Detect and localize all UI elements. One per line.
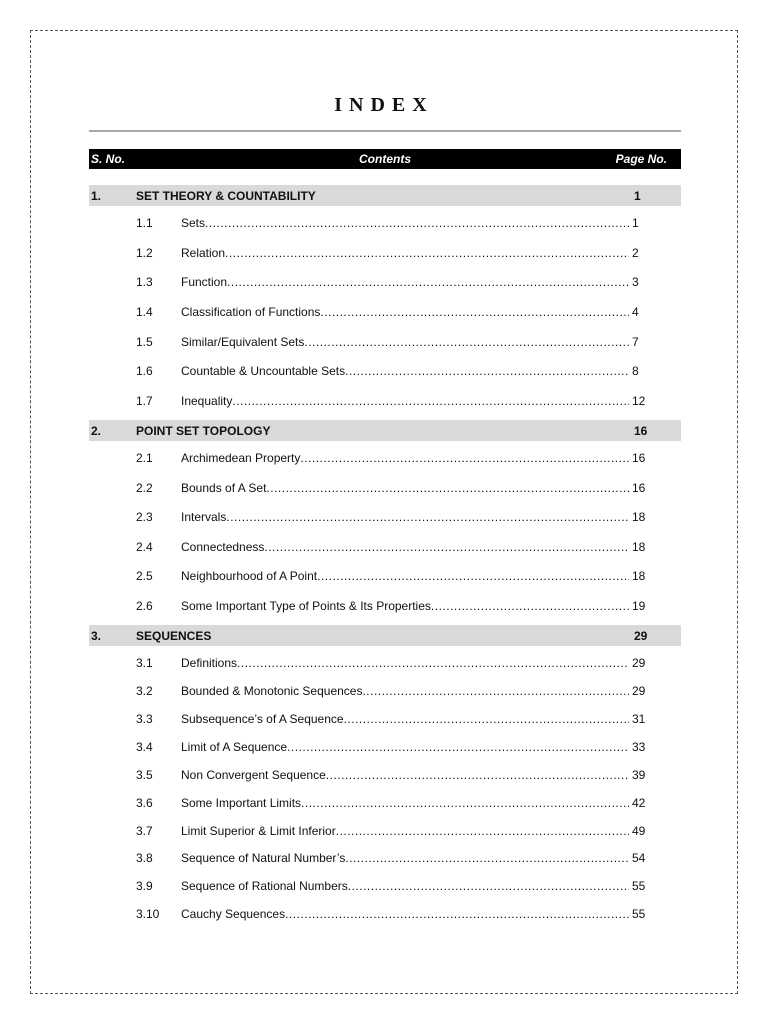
item-title: Relation ..... bbox=[181, 246, 629, 260]
item-page: 18 bbox=[632, 510, 646, 524]
item-page: 18 bbox=[632, 569, 646, 583]
section-title: SEQUENCES bbox=[136, 629, 212, 643]
item-page: 55 bbox=[632, 879, 646, 893]
item-page: 1 bbox=[632, 216, 639, 230]
item-number: 3.8 bbox=[136, 851, 153, 865]
section-title: SET THEORY & COUNTABILITY bbox=[136, 189, 316, 203]
item-page: 3 bbox=[632, 275, 639, 289]
item-title: Sequence of Rational Numbers ..... bbox=[181, 879, 629, 893]
toc-item[interactable] bbox=[89, 394, 681, 412]
item-number: 3.10 bbox=[136, 907, 160, 921]
toc-item[interactable] bbox=[89, 768, 681, 786]
item-number: 2.3 bbox=[136, 510, 153, 524]
item-page: 49 bbox=[632, 824, 646, 838]
toc-item[interactable] bbox=[89, 451, 681, 469]
toc-item[interactable] bbox=[89, 851, 681, 869]
toc-item[interactable] bbox=[89, 216, 681, 234]
section-row[interactable] bbox=[89, 625, 681, 646]
item-page: 4 bbox=[632, 305, 639, 319]
index-header-row bbox=[89, 149, 681, 169]
toc-item[interactable] bbox=[89, 335, 681, 353]
item-number: 1.2 bbox=[136, 246, 153, 260]
header-contents: Contents bbox=[359, 152, 411, 166]
item-title: Classification of Functions ..... bbox=[181, 305, 629, 319]
item-number: 1.4 bbox=[136, 305, 153, 319]
item-number: 3.9 bbox=[136, 879, 153, 893]
title-divider bbox=[89, 130, 681, 132]
item-title: Intervals ..... bbox=[181, 510, 629, 524]
toc-item[interactable] bbox=[89, 246, 681, 264]
item-number: 1.7 bbox=[136, 394, 153, 408]
item-title: Archimedean Property ..... bbox=[181, 451, 629, 465]
item-page: 16 bbox=[632, 481, 646, 495]
item-title: Limit Superior & Limit Inferior ..... bbox=[181, 824, 629, 838]
toc-item[interactable] bbox=[89, 364, 681, 382]
item-title: Countable & Uncountable Sets ..... bbox=[181, 364, 629, 378]
item-page: 16 bbox=[632, 451, 646, 465]
item-number: 3.4 bbox=[136, 740, 153, 754]
toc-item[interactable] bbox=[89, 540, 681, 558]
item-page: 7 bbox=[632, 335, 639, 349]
toc-item[interactable] bbox=[89, 824, 681, 842]
item-number: 3.2 bbox=[136, 684, 153, 698]
section-page: 16 bbox=[634, 424, 648, 438]
item-page: 54 bbox=[632, 851, 646, 865]
item-number: 3.3 bbox=[136, 712, 153, 726]
toc-item[interactable] bbox=[89, 907, 681, 925]
toc-item[interactable] bbox=[89, 656, 681, 674]
toc-item[interactable] bbox=[89, 712, 681, 730]
item-title: Some Important Limits ..... bbox=[181, 796, 629, 810]
header-page-no: Page No. bbox=[615, 152, 667, 166]
item-number: 1.1 bbox=[136, 216, 153, 230]
item-title: Definitions ..... bbox=[181, 656, 629, 670]
item-title: Non Convergent Sequence ..... bbox=[181, 768, 629, 782]
item-page: 19 bbox=[632, 599, 646, 613]
item-number: 1.5 bbox=[136, 335, 153, 349]
item-title: Bounded & Monotonic Sequences ..... bbox=[181, 684, 629, 698]
item-title: Limit of A Sequence ..... bbox=[181, 740, 629, 754]
item-page: 29 bbox=[632, 656, 646, 670]
section-row[interactable] bbox=[89, 420, 681, 441]
item-number: 2.1 bbox=[136, 451, 153, 465]
item-number: 2.4 bbox=[136, 540, 153, 554]
toc-item[interactable] bbox=[89, 740, 681, 758]
item-page: 33 bbox=[632, 740, 646, 754]
item-title: Neighbourhood of A Point ..... bbox=[181, 569, 629, 583]
toc-item[interactable] bbox=[89, 481, 681, 499]
toc-item[interactable] bbox=[89, 796, 681, 814]
item-page: 8 bbox=[632, 364, 639, 378]
toc-item[interactable] bbox=[89, 684, 681, 702]
item-page: 55 bbox=[632, 907, 646, 921]
toc-item[interactable] bbox=[89, 510, 681, 528]
item-title: Cauchy Sequences ..... bbox=[181, 907, 629, 921]
item-title: Function ..... bbox=[181, 275, 629, 289]
item-title: Similar/Equivalent Sets ..... bbox=[181, 335, 629, 349]
toc-item[interactable] bbox=[89, 879, 681, 897]
item-number: 2.6 bbox=[136, 599, 153, 613]
item-number: 3.5 bbox=[136, 768, 153, 782]
item-page: 2 bbox=[632, 246, 639, 260]
item-number: 2.2 bbox=[136, 481, 153, 495]
item-number: 3.7 bbox=[136, 824, 153, 838]
item-number: 3.1 bbox=[136, 656, 153, 670]
item-page: 18 bbox=[632, 540, 646, 554]
toc-item[interactable] bbox=[89, 305, 681, 323]
page-title: INDEX bbox=[334, 94, 434, 116]
section-number: 1. bbox=[91, 189, 102, 203]
item-number: 1.6 bbox=[136, 364, 153, 378]
item-title: Inequality ..... bbox=[181, 394, 629, 408]
item-page: 39 bbox=[632, 768, 646, 782]
item-title: Bounds of A Set ..... bbox=[181, 481, 629, 495]
section-number: 2. bbox=[91, 424, 102, 438]
toc-item[interactable] bbox=[89, 569, 681, 587]
section-page: 1 bbox=[634, 189, 641, 203]
item-title: Connectedness ..... bbox=[181, 540, 629, 554]
section-title: POINT SET TOPOLOGY bbox=[136, 424, 271, 438]
item-page: 12 bbox=[632, 394, 646, 408]
section-number: 3. bbox=[91, 629, 102, 643]
item-title: Some Important Type of Points & Its Properties ..... bbox=[181, 599, 629, 613]
header-sno: S. No. bbox=[91, 152, 126, 166]
item-title: Subsequence’s of A Sequence ..... bbox=[181, 712, 629, 726]
item-page: 29 bbox=[632, 684, 646, 698]
item-number: 1.3 bbox=[136, 275, 153, 289]
item-page: 42 bbox=[632, 796, 646, 810]
section-row[interactable] bbox=[89, 185, 681, 206]
toc-item[interactable] bbox=[89, 599, 681, 617]
toc-item[interactable] bbox=[89, 275, 681, 293]
item-page: 31 bbox=[632, 712, 646, 726]
item-number: 3.6 bbox=[136, 796, 153, 810]
section-page: 29 bbox=[634, 629, 648, 643]
item-title: Sets ..... bbox=[181, 216, 629, 230]
item-number: 2.5 bbox=[136, 569, 153, 583]
item-title: Sequence of Natural Number’s ..... bbox=[181, 851, 629, 865]
